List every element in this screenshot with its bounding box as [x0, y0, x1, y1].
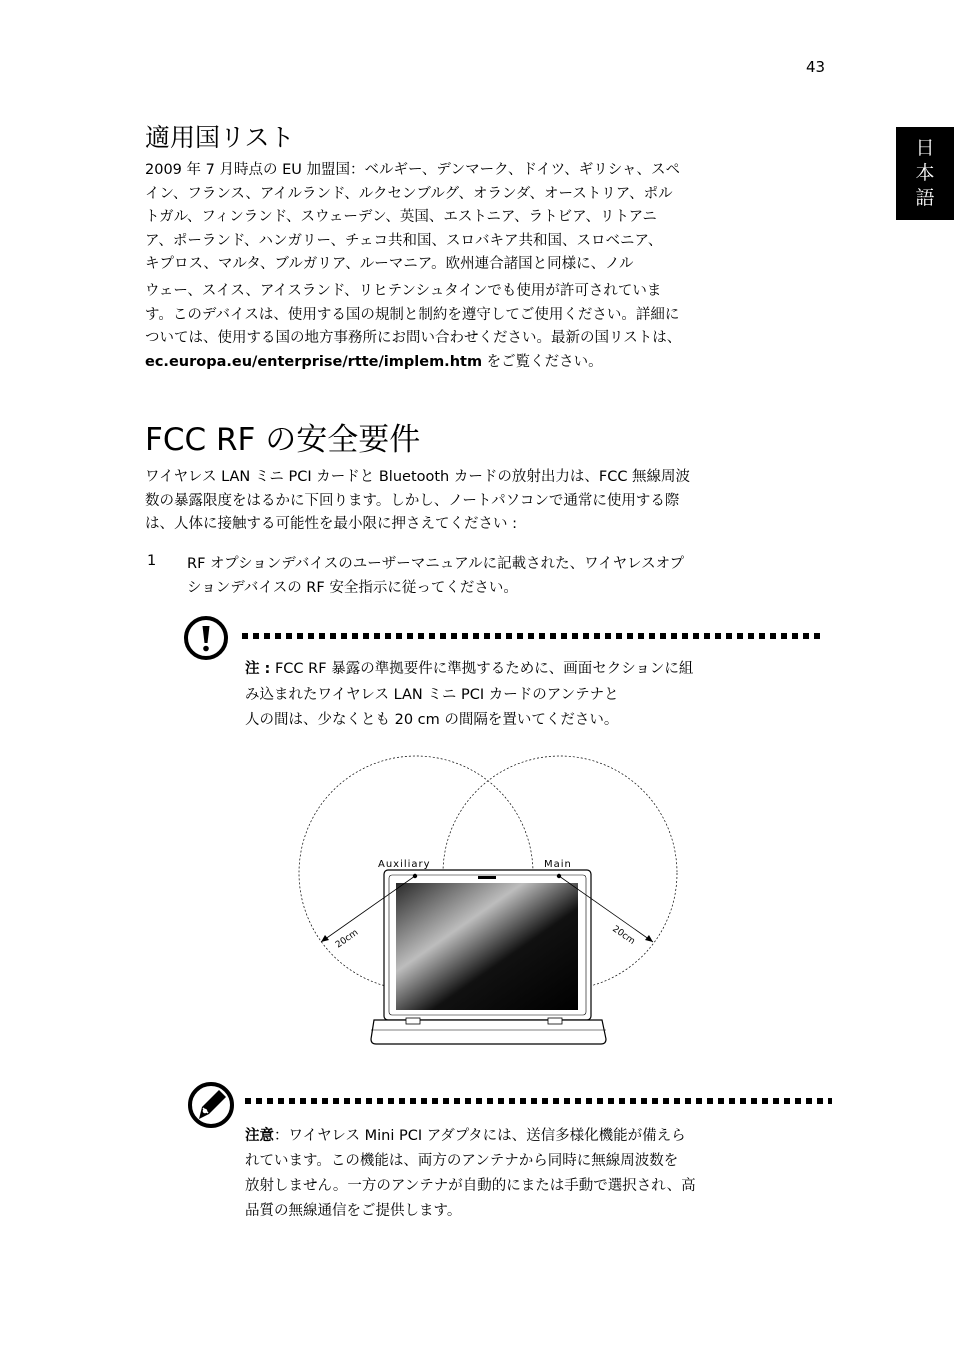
paragraph-line: イン、フランス、アイルランド、ルクセンブルグ、オランダ、オーストリア、ポル — [145, 185, 673, 202]
list-item-line: RF オプションデバイスのユーザーマニュアルに記載された、ワイヤレスオプ — [187, 556, 685, 572]
info-divider — [245, 1098, 832, 1104]
fcc-paragraph — [145, 466, 690, 537]
right-distance-label: 20cm — [610, 924, 637, 947]
country-list-paragraph — [145, 159, 680, 277]
note-line-text: FCC RF 暴露の準拠要件に準拠するために、画面セクションに組 — [270, 661, 694, 677]
paragraph-line: は、人体に接触する可能性を最小限に押さえてください : — [145, 516, 517, 532]
section-title-fcc-rf: FCC RF の安全要件 — [145, 422, 421, 458]
paragraph-line: ア、ポーランド、ハンガリー、チェコ共和国、スロバキア共和国、スロベニア、 — [145, 232, 663, 249]
language-tab-char: 日 — [915, 137, 935, 159]
note-line: 品質の無線通信をご提供します。 — [245, 1203, 462, 1219]
info-note — [245, 1124, 696, 1224]
laptop-illustration — [371, 870, 606, 1044]
paragraph-line: 数の暴露限度をはるかに下回ります。しかし、ノートパソコンで通常に使用する際 — [145, 492, 680, 509]
note-pen-icon — [187, 1081, 235, 1129]
list-item-number: 1 — [147, 553, 157, 569]
note-line — [245, 657, 693, 683]
section-title-country-list: 適用国リスト — [145, 123, 295, 152]
paragraph-line: ワイヤレス LAN ミニ PCI カードと Bluetooth カードの放射出力は、FCC 無線周波 — [145, 469, 691, 485]
note-line-text: ：ワイヤレス Mini PCI アダプタには、送信多様化機能が備えら — [274, 1128, 686, 1144]
note-line: み込まれたワイヤレス LAN ミニ PCI カードのアンテナと — [245, 686, 619, 703]
paragraph-line: ついては、使用する国の地方事務所にお問い合わせください。最新の国リストは、 — [145, 330, 682, 346]
paragraph-line: 2009 年 7 月時点の EU 加盟国：ベルギー、デンマーク、ドイツ、ギリシャ、スペ — [145, 162, 680, 178]
paragraph-line: ウェー、スイス、アイスランド、リヒテンシュタインでも使用が許可されていま — [145, 283, 662, 299]
list-item-line: ションデバイスの RF 安全指示に従ってください。 — [187, 579, 518, 596]
main-label: Main — [544, 859, 572, 870]
note-label: 注意 — [245, 1128, 274, 1144]
language-tab-char: 本 — [915, 162, 935, 184]
url-line — [145, 351, 681, 375]
note-label: 注 : — [245, 661, 271, 677]
implem-url-link[interactable]: ec.europa.eu/enterprise/rtte/implem.htm — [145, 353, 483, 370]
left-distance-label: 20cm — [333, 927, 361, 951]
note-line: 人の間は、少なくとも 20 cm の間隔を置いてください。 — [245, 712, 619, 728]
note-line — [245, 1124, 696, 1149]
auxiliary-label: Auxiliary — [378, 859, 431, 870]
antenna-diagram — [290, 752, 690, 1052]
warning-divider — [242, 633, 824, 639]
url-suffix: をご覧ください。 — [482, 353, 603, 370]
language-tab — [896, 127, 954, 220]
paragraph-line: キプロス、マルタ、ブルガリア、ルーマニア。欧州連合諸国と同様に、ノル — [145, 256, 634, 272]
country-list-paragraph-cont — [145, 280, 681, 374]
paragraph-line: す。このデバイスは、使用する国の規制と制約を遵守してご使用ください。詳細に — [145, 306, 680, 323]
language-tab-char: 語 — [915, 187, 935, 209]
warning-note — [245, 657, 693, 734]
note-line: 放射しません。一方のアンテナが自動的にまたは手動で選択され、高 — [245, 1178, 696, 1194]
page-number: 43 — [806, 58, 826, 76]
note-line: れています。この機能は、両方のアンテナから同時に無線周波数を — [245, 1153, 679, 1169]
paragraph-line: トガル、フィンランド、スウェーデン、英国、エストニア、ラトビア、リトアニ — [145, 209, 657, 225]
list-item-text — [187, 553, 684, 600]
warning-icon — [183, 615, 229, 661]
